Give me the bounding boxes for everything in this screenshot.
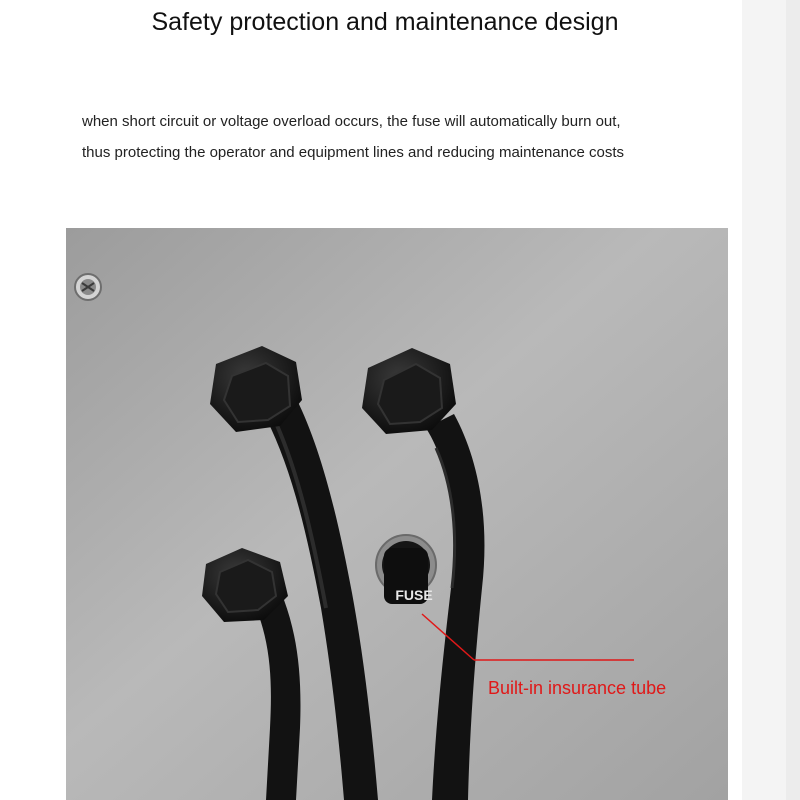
- fuse-holder: [376, 535, 436, 604]
- description-line-2: thus protecting the operator and equipment lines and reducing maintenance costs: [82, 144, 625, 161]
- screw-icon: [75, 274, 101, 300]
- right-edge-strip-shadow: [786, 0, 800, 800]
- fuse-cap-label: FUSE: [395, 587, 433, 603]
- description-line-1: when short circuit or voltage overload occurs, the fuse will automatically burn out,: [82, 113, 621, 130]
- page-title: Safety protection and maintenance design: [151, 8, 619, 36]
- product-photo: [66, 228, 728, 800]
- callout-label: Built-in insurance tube: [488, 678, 667, 698]
- metal-panel: [66, 228, 728, 800]
